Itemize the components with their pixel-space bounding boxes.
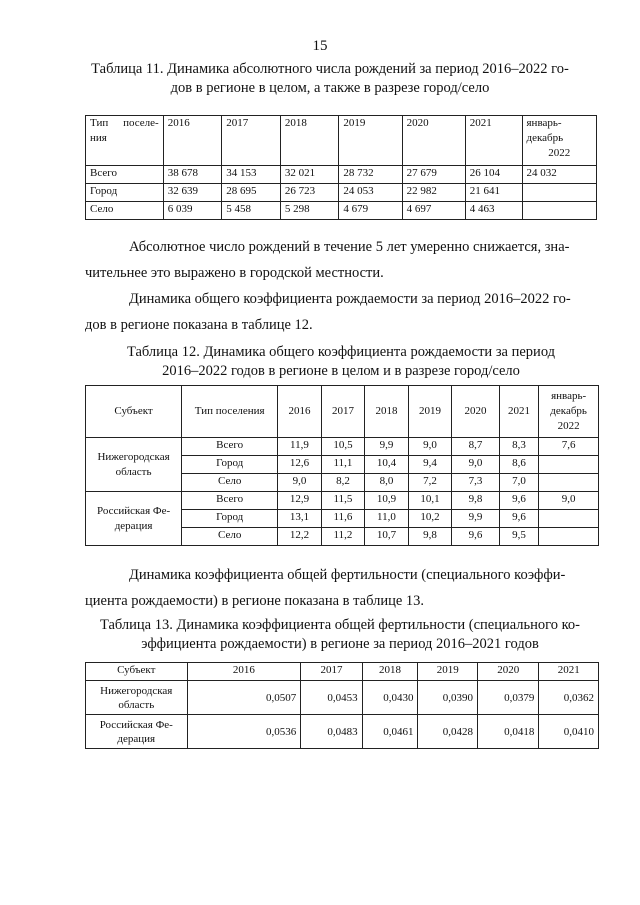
page-number: 15	[312, 38, 328, 54]
cell: 4 463	[465, 202, 522, 220]
cell: 9,8	[408, 528, 452, 546]
table-11-caption	[70, 60, 590, 98]
cell: 26 104	[465, 166, 522, 184]
header-text: январь-	[551, 390, 587, 402]
cell: 10,9	[365, 492, 409, 510]
subject-text: область	[115, 465, 152, 478]
caption-line: дов в регионе в целом, а также в разрезе город/село	[170, 80, 490, 96]
cell: 0,0410	[539, 715, 599, 749]
row-label: Всего	[86, 166, 164, 184]
settlement-type: Село	[182, 528, 278, 546]
settlement-type: Город	[182, 456, 278, 474]
table-11	[85, 115, 597, 220]
header-subject: Субъект	[86, 663, 188, 681]
cell	[539, 456, 599, 474]
caption-line: 2016–2022 годов в регионе в целом и в разрезе город/село	[162, 363, 520, 379]
header-settlement-type	[86, 116, 164, 166]
cell: 9,0	[408, 438, 452, 456]
cell: 21 641	[465, 184, 522, 202]
header-year: 2017	[222, 116, 281, 166]
header-year: 2018	[362, 663, 418, 681]
cell: 9,6	[499, 492, 538, 510]
cell: 0,0418	[478, 715, 539, 749]
paragraph	[85, 566, 597, 611]
caption-line: Таблица 12. Динамика общего коэффициента рождаемости за период	[126, 344, 556, 360]
cell: 0,0483	[301, 715, 362, 749]
cell	[522, 184, 597, 202]
settlement-type: Всего	[182, 492, 278, 510]
table-row	[86, 681, 599, 715]
header-year: 2021	[465, 116, 522, 166]
cell: 12,9	[278, 492, 322, 510]
cell: 9,0	[539, 492, 599, 510]
cell: 10,4	[365, 456, 409, 474]
cell: 11,9	[278, 438, 322, 456]
header-jan-dec-2022	[539, 386, 599, 438]
cell: 9,5	[499, 528, 538, 546]
caption-line: Таблица 11. Динамика абсолютного числа рождений за период 2016–2022 го-	[91, 61, 569, 77]
table-header-row	[86, 663, 599, 681]
cell: 0,0461	[362, 715, 418, 749]
paragraph-line: Динамика коэффициента общей фертильности (специального коэффи-	[129, 567, 566, 583]
cell: 8,7	[452, 438, 500, 456]
table-header-row	[86, 386, 599, 438]
cell: 11,2	[321, 528, 365, 546]
header-year: 2019	[418, 663, 478, 681]
cell: 11,5	[321, 492, 365, 510]
cell: 9,4	[408, 456, 452, 474]
caption-line: эффициента рождаемости) в регионе за период 2016–2021 годов	[141, 636, 539, 652]
cell: 6 039	[163, 202, 222, 220]
paragraph	[85, 290, 597, 335]
cell: 10,7	[365, 528, 409, 546]
cell: 9,6	[452, 528, 500, 546]
cell: 10,1	[408, 492, 452, 510]
subject-text: Нижегородская	[97, 450, 170, 463]
cell: 0,0453	[301, 681, 362, 715]
cell	[539, 510, 599, 528]
header-text: декабрь	[550, 405, 587, 417]
cell: 11,1	[321, 456, 365, 474]
cell: 8,6	[499, 456, 538, 474]
subject-cell	[86, 438, 182, 492]
subject-cell	[86, 715, 188, 749]
cell: 8,2	[321, 474, 365, 492]
header-text: январь-	[526, 117, 562, 129]
cell: 13,1	[278, 510, 322, 528]
paragraph	[85, 238, 597, 283]
cell: 38 678	[163, 166, 222, 184]
header-settlement-type: Тип поселения	[182, 386, 278, 438]
subject-text: Российская Фе-	[99, 718, 173, 731]
cell: 7,3	[452, 474, 500, 492]
header-year: 2016	[187, 663, 301, 681]
header-year: 2016	[278, 386, 322, 438]
cell: 9,8	[452, 492, 500, 510]
paragraph-line: дов в регионе показана в таблице 12.	[85, 317, 313, 333]
table-header-row	[86, 116, 597, 166]
row-label: Город	[86, 184, 164, 202]
cell: 10,5	[321, 438, 365, 456]
header-year: 2020	[402, 116, 465, 166]
cell: 0,0428	[418, 715, 478, 749]
cell	[539, 474, 599, 492]
cell: 8,0	[365, 474, 409, 492]
table-13	[85, 662, 599, 749]
row-label: Село	[86, 202, 164, 220]
table-13-caption	[80, 616, 600, 654]
table-row	[86, 715, 599, 749]
cell: 34 153	[222, 166, 281, 184]
cell	[539, 528, 599, 546]
settlement-type: Село	[182, 474, 278, 492]
header-year: 2018	[280, 116, 339, 166]
cell	[522, 202, 597, 220]
cell: 12,2	[278, 528, 322, 546]
cell: 32 639	[163, 184, 222, 202]
cell: 32 021	[280, 166, 339, 184]
table-row	[86, 184, 597, 202]
subject-cell	[86, 681, 188, 715]
header-text: декабрь	[526, 132, 564, 144]
cell: 5 458	[222, 202, 281, 220]
cell: 9,9	[365, 438, 409, 456]
cell: 0,0536	[187, 715, 301, 749]
cell: 11,0	[365, 510, 409, 528]
subject-text: Нижегородская	[100, 684, 173, 697]
paragraph-line: Динамика общего коэффициента рождаемости за период 2016–2022 го-	[129, 291, 571, 307]
table-row	[86, 166, 597, 184]
cell: 9,6	[499, 510, 538, 528]
settlement-type: Город	[182, 510, 278, 528]
header-jan-dec-2022	[522, 116, 597, 166]
cell: 11,6	[321, 510, 365, 528]
cell: 5 298	[280, 202, 339, 220]
cell: 0,0507	[187, 681, 301, 715]
cell: 7,0	[499, 474, 538, 492]
table-12-caption	[85, 343, 597, 381]
cell: 24 053	[339, 184, 402, 202]
caption-line: Таблица 13. Динамика коэффициента общей фертильности (специального ко-	[99, 617, 581, 633]
header-year: 2021	[539, 663, 599, 681]
header-text: поселе-	[123, 117, 159, 129]
cell: 0,0379	[478, 681, 539, 715]
subject-text: дерация	[114, 519, 153, 532]
cell: 28 695	[222, 184, 281, 202]
cell: 28 732	[339, 166, 402, 184]
subject-text: область	[118, 698, 155, 711]
header-year: 2020	[452, 386, 500, 438]
cell: 9,0	[452, 456, 500, 474]
header-text: 2022	[548, 147, 571, 159]
cell: 4 679	[339, 202, 402, 220]
header-year: 2018	[365, 386, 409, 438]
table-row	[86, 438, 599, 456]
cell: 27 679	[402, 166, 465, 184]
cell: 22 982	[402, 184, 465, 202]
cell: 4 697	[402, 202, 465, 220]
header-year: 2019	[408, 386, 452, 438]
cell: 0,0362	[539, 681, 599, 715]
header-year: 2021	[499, 386, 538, 438]
table-row	[86, 202, 597, 220]
subject-text: Российская Фе-	[96, 504, 171, 517]
table-row	[86, 492, 599, 510]
cell: 0,0390	[418, 681, 478, 715]
cell: 7,2	[408, 474, 452, 492]
header-year: 2017	[321, 386, 365, 438]
subject-cell	[86, 492, 182, 546]
cell: 9,0	[278, 474, 322, 492]
paragraph-line: Абсолютное число рождений в течение 5 лет умеренно снижается, зна-	[129, 239, 570, 255]
cell: 12,6	[278, 456, 322, 474]
header-text: ния	[90, 132, 107, 144]
header-text: Тип	[90, 117, 109, 129]
paragraph-line: циента рождаемости) в регионе показана в таблице 13.	[85, 593, 425, 609]
cell: 0,0430	[362, 681, 418, 715]
cell: 10,2	[408, 510, 452, 528]
cell: 9,9	[452, 510, 500, 528]
header-year: 2017	[301, 663, 362, 681]
cell: 8,3	[499, 438, 538, 456]
header-year: 2020	[478, 663, 539, 681]
header-subject: Субъект	[86, 386, 182, 438]
header-year: 2019	[339, 116, 402, 166]
header-year: 2016	[163, 116, 222, 166]
cell: 7,6	[539, 438, 599, 456]
settlement-type: Всего	[182, 438, 278, 456]
header-text: 2022	[557, 420, 580, 432]
paragraph-line: чительнее это выражено в городской местности.	[85, 265, 384, 281]
cell: 26 723	[280, 184, 339, 202]
table-12	[85, 385, 599, 546]
subject-text: дерация	[117, 732, 156, 745]
cell: 24 032	[522, 166, 597, 184]
